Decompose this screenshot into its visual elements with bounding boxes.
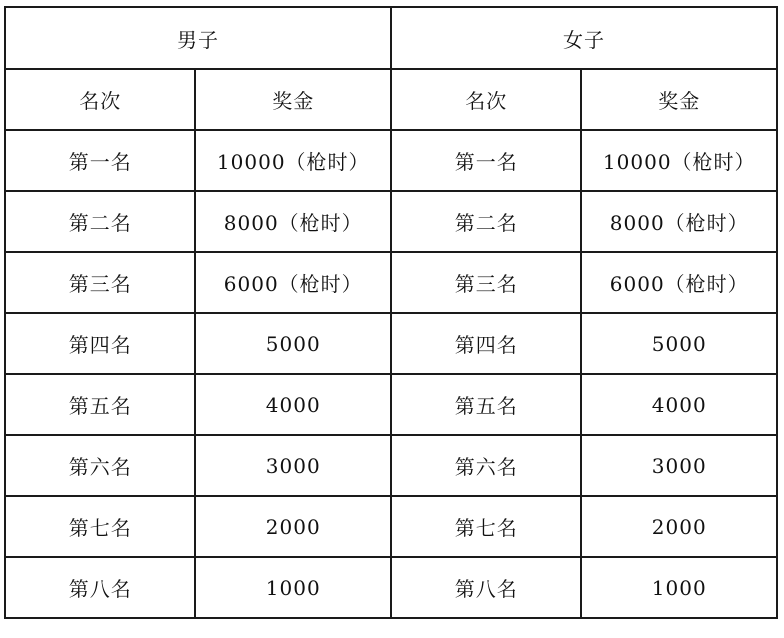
women-prize-text: 3000 — [651, 453, 707, 478]
women-prize-cell — [581, 252, 777, 313]
women-rank-text: 第一名 — [454, 150, 518, 174]
table-row — [5, 557, 777, 618]
men-rank-cell — [5, 374, 195, 435]
women-prize-text: 4000 — [651, 392, 707, 417]
table-row — [5, 374, 777, 435]
men-prize-text: 5000 — [265, 331, 321, 356]
column-header-women-rank — [391, 69, 581, 130]
women-rank-cell — [391, 496, 581, 557]
men-rank-cell — [5, 435, 195, 496]
men-rank-text: 第二名 — [68, 211, 132, 235]
men-rank-text: 第七名 — [68, 516, 132, 540]
group-header-women-label: 女子 — [562, 27, 605, 52]
column-header-men-rank — [5, 69, 195, 130]
women-rank-text: 第六名 — [454, 455, 518, 479]
men-prize-cell — [195, 374, 391, 435]
table-row — [5, 435, 777, 496]
women-rank-cell — [391, 191, 581, 252]
women-prize-text: 6000（枪时） — [609, 272, 749, 296]
men-rank-cell — [5, 191, 195, 252]
table-row — [5, 252, 777, 313]
men-prize-text: 6000（枪时） — [223, 272, 363, 296]
men-prize-text: 8000（枪时） — [223, 211, 363, 235]
men-prize-text: 2000 — [265, 514, 321, 539]
women-prize-cell — [581, 191, 777, 252]
women-rank-cell — [391, 252, 581, 313]
prize-table — [4, 6, 778, 619]
group-header-row — [5, 7, 777, 69]
women-rank-text: 第二名 — [454, 211, 518, 235]
women-prize-text: 8000（枪时） — [609, 211, 749, 235]
table-row — [5, 130, 777, 191]
women-prize-text: 1000 — [651, 575, 707, 600]
group-header-women — [391, 7, 777, 69]
women-rank-text: 第五名 — [454, 394, 518, 418]
women-prize-text: 5000 — [651, 331, 707, 356]
men-prize-text: 4000 — [265, 392, 321, 417]
women-prize-cell — [581, 496, 777, 557]
women-rank-cell — [391, 374, 581, 435]
women-prize-cell — [581, 313, 777, 374]
column-header-label: 奖金 — [658, 89, 701, 113]
men-rank-text: 第五名 — [68, 394, 132, 418]
column-header-women-prize — [581, 69, 777, 130]
group-header-men-label: 男子 — [176, 27, 219, 52]
women-rank-text: 第三名 — [454, 272, 518, 296]
men-rank-text: 第三名 — [68, 272, 132, 296]
column-header-label: 名次 — [79, 89, 122, 113]
men-rank-cell — [5, 496, 195, 557]
women-rank-cell — [391, 435, 581, 496]
men-rank-cell — [5, 557, 195, 618]
men-rank-cell — [5, 313, 195, 374]
men-prize-cell — [195, 191, 391, 252]
women-rank-cell — [391, 130, 581, 191]
men-rank-text: 第八名 — [68, 577, 132, 601]
men-prize-cell — [195, 130, 391, 191]
group-header-men — [5, 7, 391, 69]
men-rank-cell — [5, 252, 195, 313]
men-rank-text: 第一名 — [68, 150, 132, 174]
women-prize-text: 10000（枪时） — [602, 150, 756, 174]
table-row — [5, 313, 777, 374]
men-prize-text: 1000 — [265, 575, 321, 600]
table-row — [5, 191, 777, 252]
men-prize-cell — [195, 557, 391, 618]
prize-table-body — [5, 7, 777, 618]
men-prize-text: 3000 — [265, 453, 321, 478]
column-header-men-prize — [195, 69, 391, 130]
women-rank-cell — [391, 557, 581, 618]
column-header-label: 奖金 — [272, 89, 315, 113]
column-header-label: 名次 — [465, 89, 508, 113]
men-rank-cell — [5, 130, 195, 191]
women-prize-cell — [581, 374, 777, 435]
women-prize-cell — [581, 130, 777, 191]
men-prize-cell — [195, 313, 391, 374]
women-prize-cell — [581, 557, 777, 618]
women-rank-text: 第八名 — [454, 577, 518, 601]
women-rank-text: 第四名 — [454, 333, 518, 357]
table-row — [5, 496, 777, 557]
men-prize-text: 10000（枪时） — [216, 150, 370, 174]
women-prize-cell — [581, 435, 777, 496]
men-rank-text: 第四名 — [68, 333, 132, 357]
women-rank-text: 第七名 — [454, 516, 518, 540]
men-prize-cell — [195, 252, 391, 313]
column-header-row — [5, 69, 777, 130]
men-prize-cell — [195, 496, 391, 557]
women-rank-cell — [391, 313, 581, 374]
men-rank-text: 第六名 — [68, 455, 132, 479]
women-prize-text: 2000 — [651, 514, 707, 539]
men-prize-cell — [195, 435, 391, 496]
